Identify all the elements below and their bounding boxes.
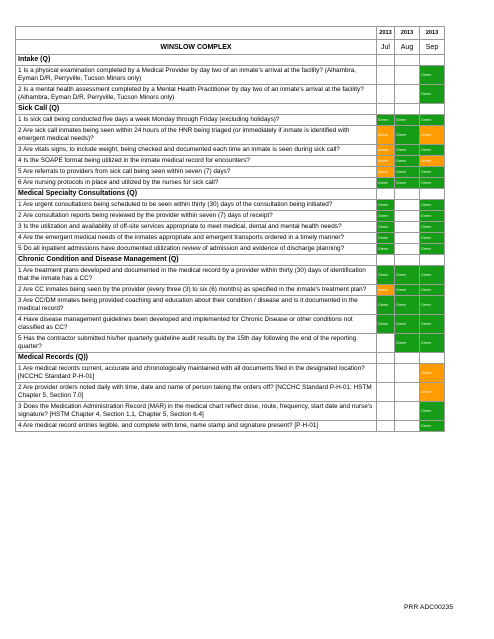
question-text: 6 Are nursing protocols in place and utilized by the nurses for sick call? xyxy=(16,178,377,189)
status-cell xyxy=(395,66,420,85)
status-label: Green xyxy=(396,273,406,277)
status-cell xyxy=(395,285,420,296)
status-label: Green xyxy=(421,181,431,185)
section-title: Intake (Q) xyxy=(16,55,377,66)
status-cell xyxy=(420,244,445,255)
month-cell: Sep xyxy=(420,40,445,55)
status-label: Green xyxy=(396,303,406,307)
question-row xyxy=(16,66,445,85)
question-text: 1 Are urgent consultations being scheduled to be seen within thirty (30) days of the consultation being initiated? xyxy=(16,200,377,211)
question-text: 2 Are consultation reports being reviewed by the provider within seven (7) days of receipt? xyxy=(16,211,377,222)
question-row xyxy=(16,156,445,167)
section-empty-cell xyxy=(420,189,445,200)
question-row xyxy=(16,233,445,244)
section-empty-cell xyxy=(377,353,395,364)
section-empty-cell xyxy=(377,104,395,115)
compliance-table xyxy=(15,26,445,432)
section-header-row xyxy=(16,104,445,115)
month-cell: Aug xyxy=(395,40,420,55)
question-row xyxy=(16,383,445,402)
status-cell xyxy=(420,285,445,296)
section-title: Medical Records (Q)) xyxy=(16,353,377,364)
status-cell xyxy=(420,178,445,189)
status-cell xyxy=(395,402,420,421)
section-header-row xyxy=(16,255,445,266)
year-cell: 2013 xyxy=(395,27,420,40)
status-label xyxy=(395,215,419,217)
status-label: Green xyxy=(421,409,431,413)
section-empty-cell xyxy=(420,255,445,266)
section-header-row xyxy=(16,353,445,364)
question-text: 1 Are treatment plans developed and documented in the medical record by a provider within thirty (30) days of identification that the inmate has a CC? xyxy=(16,266,377,285)
section-empty-cell xyxy=(377,55,395,66)
question-row xyxy=(16,244,445,255)
status-cell xyxy=(420,296,445,315)
status-cell xyxy=(395,178,420,189)
status-cell xyxy=(395,296,420,315)
status-label: Green xyxy=(421,236,431,240)
status-cell xyxy=(420,167,445,178)
question-row xyxy=(16,364,445,383)
status-label: Amber xyxy=(378,133,389,137)
section-empty-cell xyxy=(395,55,420,66)
status-cell xyxy=(420,364,445,383)
status-cell xyxy=(377,296,395,315)
section-empty-cell xyxy=(420,353,445,364)
question-row xyxy=(16,296,445,315)
status-cell xyxy=(377,285,395,296)
status-cell xyxy=(377,315,395,334)
status-label: Green xyxy=(421,73,431,77)
question-text: 1 Is a physical examination completed by a Medical Provider by day two of an inmate's arrival at the facility? (Alhambra, Eyman D/R, Perryville, Tucson Minors only) xyxy=(16,66,377,85)
status-cell xyxy=(395,126,420,145)
question-row xyxy=(16,222,445,233)
status-cell xyxy=(420,402,445,421)
status-label xyxy=(377,93,394,95)
status-cell xyxy=(420,200,445,211)
question-row xyxy=(16,285,445,296)
compliance-sheet xyxy=(15,26,444,432)
status-cell xyxy=(395,222,420,233)
question-text: 5 Are referrals to providers from sick call being seen within seven (7) days? xyxy=(16,167,377,178)
question-row xyxy=(16,126,445,145)
status-cell xyxy=(420,315,445,334)
status-label: Green xyxy=(421,170,431,174)
status-label: Green xyxy=(421,214,431,218)
question-row xyxy=(16,315,445,334)
question-text: 5 Do all inpatient admissions have documented utilization review of admission and evidence of discharge planning? xyxy=(16,244,377,255)
status-label: Green xyxy=(396,133,406,137)
table-body xyxy=(16,27,445,432)
status-label: Green xyxy=(378,273,388,277)
status-label: Green xyxy=(396,159,406,163)
status-label xyxy=(377,410,394,412)
status-label: Amber xyxy=(378,159,389,163)
status-cell xyxy=(420,334,445,353)
status-cell xyxy=(395,421,420,432)
status-label xyxy=(377,372,394,374)
section-header-row xyxy=(16,55,445,66)
status-label: Green xyxy=(421,225,431,229)
section-empty-cell xyxy=(420,55,445,66)
section-title: Medical Specialty Consultations (Q) xyxy=(16,189,377,200)
status-cell xyxy=(377,178,395,189)
question-row xyxy=(16,334,445,353)
status-label xyxy=(395,93,419,95)
header-row xyxy=(16,40,445,55)
status-cell xyxy=(420,156,445,167)
status-label: Green xyxy=(378,322,388,326)
question-text: 4 Is the SOAPE format being utilized in the inmate medical record for encounters? xyxy=(16,156,377,167)
question-text: 1 Are medical records current, accurate and chronologically maintained with all documents filed in the designated location? [NCCHC Standard P-H-01] xyxy=(16,364,377,383)
status-label xyxy=(395,204,419,206)
status-label: Amber xyxy=(421,133,432,137)
status-cell xyxy=(420,126,445,145)
status-label: Green xyxy=(396,341,406,345)
page-footer: PRR ADC00235 xyxy=(404,604,454,611)
status-label: Amber xyxy=(421,390,432,394)
status-cell xyxy=(377,85,395,104)
status-label xyxy=(395,372,419,374)
status-label: Green xyxy=(378,247,388,251)
status-label: Green xyxy=(396,181,406,185)
status-cell xyxy=(377,156,395,167)
status-label: Green xyxy=(421,303,431,307)
status-label: Green xyxy=(396,118,406,122)
status-cell xyxy=(420,233,445,244)
question-row xyxy=(16,145,445,156)
section-empty-cell xyxy=(377,189,395,200)
question-text: 2 Are sick call inmates being seen within 24 hours of the HNR being triaged (or immediately if inmate is identified with emergent medical needs)? xyxy=(16,126,377,145)
status-cell xyxy=(377,364,395,383)
year-spacer xyxy=(16,27,377,40)
status-cell xyxy=(377,334,395,353)
status-cell xyxy=(395,167,420,178)
status-label: Green xyxy=(421,273,431,277)
status-label: Green xyxy=(421,203,431,207)
question-text: 4 Have disease management guidelines been developed and implemented for Chronic Disease or other conditions not classified as CC? xyxy=(16,315,377,334)
status-cell xyxy=(377,115,395,126)
status-cell xyxy=(377,266,395,285)
status-cell xyxy=(395,115,420,126)
status-label: Green xyxy=(378,181,388,185)
status-cell xyxy=(377,211,395,222)
section-empty-cell xyxy=(395,353,420,364)
status-cell xyxy=(395,334,420,353)
question-text: 3 Are CC/DM inmates being provided coaching and education about their condition / disease and is it documented in the medical record? xyxy=(16,296,377,315)
section-empty-cell xyxy=(395,104,420,115)
status-cell xyxy=(377,233,395,244)
question-text: 3 Are vitals signs, to include weight, being checked and documented each time an inmate is seen during sick call? xyxy=(16,145,377,156)
status-label xyxy=(395,226,419,228)
section-empty-cell xyxy=(420,104,445,115)
question-text: 4 Are medical record entries legible, and complete with time, name stamp and signature present? [P-H-01] xyxy=(16,421,377,432)
sheet-title: WINSLOW COMPLEX xyxy=(16,40,377,55)
status-label: Green xyxy=(378,236,388,240)
question-text: 5 Has the contractor submitted his/her quarterly guideline audit results by the 15th day following the end of the reporting quarter? xyxy=(16,334,377,353)
status-label: Green xyxy=(396,148,406,152)
status-cell xyxy=(377,200,395,211)
section-header-row xyxy=(16,189,445,200)
status-label xyxy=(395,425,419,427)
status-label: Amber xyxy=(421,159,432,163)
question-text: 2 Are CC inmates being seen by the provider (every three (3) to six (6) months) as specified in the inmate's treatment plan? xyxy=(16,285,377,296)
status-label xyxy=(395,391,419,393)
year-cell: 2013 xyxy=(420,27,445,40)
status-label: Amber xyxy=(378,170,389,174)
status-label: Green xyxy=(378,303,388,307)
status-cell xyxy=(395,85,420,104)
status-label xyxy=(395,248,419,250)
status-cell xyxy=(377,126,395,145)
status-cell xyxy=(420,145,445,156)
status-cell xyxy=(395,364,420,383)
status-label xyxy=(377,342,394,344)
status-label: Amber xyxy=(378,148,389,152)
status-cell xyxy=(395,266,420,285)
status-cell xyxy=(377,167,395,178)
status-label: Green xyxy=(421,322,431,326)
question-text: 1 Is sick call being conducted five days a week Monday through Friday (excluding holidays)? xyxy=(16,115,377,126)
status-cell xyxy=(377,66,395,85)
status-cell xyxy=(395,200,420,211)
status-cell xyxy=(420,115,445,126)
question-text: 2 Are provider orders noted daily with time, date and name of person taking the orders off? [NCCHC Standard P-H-01; HSTM Chapter 5, Section 7.0] xyxy=(16,383,377,402)
month-cell: Jul xyxy=(377,40,395,55)
section-title: Chronic Condition and Disease Management (Q) xyxy=(16,255,377,266)
status-cell xyxy=(395,315,420,334)
status-label: Green xyxy=(421,148,431,152)
status-cell xyxy=(395,383,420,402)
question-row xyxy=(16,167,445,178)
status-label: Green xyxy=(378,214,388,218)
status-cell xyxy=(420,66,445,85)
status-label: Green xyxy=(396,322,406,326)
question-text: 3 Does the Medication Administration Record (MAR) in the medical chart reflect dose, route, frequency, start date and nurse's signature? [HSTM Chapter 4, Section 1.1, Chapter 5, Section 6.4] xyxy=(16,402,377,421)
status-label xyxy=(395,237,419,239)
status-label: Green xyxy=(378,203,388,207)
status-cell xyxy=(377,383,395,402)
status-cell xyxy=(395,145,420,156)
status-cell xyxy=(377,145,395,156)
section-empty-cell xyxy=(377,255,395,266)
status-label: Green xyxy=(396,170,406,174)
status-cell xyxy=(420,222,445,233)
question-row xyxy=(16,115,445,126)
status-cell xyxy=(420,383,445,402)
question-row xyxy=(16,178,445,189)
status-cell xyxy=(420,211,445,222)
status-label: Green xyxy=(396,288,406,292)
status-cell xyxy=(395,211,420,222)
status-label: Green xyxy=(421,247,431,251)
status-cell xyxy=(420,266,445,285)
question-text: 4 Are the emergent medical needs of the inmates appropriate and emergent transports ordered in a timely manner? xyxy=(16,233,377,244)
year-row xyxy=(16,27,445,40)
status-label: Green xyxy=(378,118,388,122)
status-label xyxy=(377,391,394,393)
status-label: Green xyxy=(378,225,388,229)
status-label: Green xyxy=(421,424,431,428)
status-label xyxy=(395,410,419,412)
status-label: Green xyxy=(421,288,431,292)
year-cell: 2013 xyxy=(377,27,395,40)
question-text: 3 Is the utilization and availability of off-site services appropriate to meet medical, dental and mental health needs? xyxy=(16,222,377,233)
section-title: Sick Call (Q) xyxy=(16,104,377,115)
status-cell xyxy=(395,156,420,167)
status-label: Amber xyxy=(378,288,389,292)
status-cell xyxy=(377,402,395,421)
question-row xyxy=(16,421,445,432)
question-row xyxy=(16,85,445,104)
section-empty-cell xyxy=(395,189,420,200)
status-cell xyxy=(420,421,445,432)
status-label: Amber xyxy=(421,371,432,375)
question-row xyxy=(16,266,445,285)
question-text: 2 Is a mental health assessment completed by a Mental Health Practitioner by day two of an inmate's arrival at the facility? (Alhambra, Eyman D/R, Perryville, Tucson Minors only) xyxy=(16,85,377,104)
status-label: Green xyxy=(421,92,431,96)
status-label: Green xyxy=(421,118,431,122)
status-cell xyxy=(377,222,395,233)
status-label xyxy=(377,74,394,76)
question-row xyxy=(16,402,445,421)
status-label: Green xyxy=(421,341,431,345)
question-row xyxy=(16,200,445,211)
status-cell xyxy=(395,233,420,244)
status-label xyxy=(395,74,419,76)
status-cell xyxy=(377,244,395,255)
status-cell xyxy=(377,421,395,432)
status-label xyxy=(377,425,394,427)
section-empty-cell xyxy=(395,255,420,266)
status-cell xyxy=(395,244,420,255)
question-row xyxy=(16,211,445,222)
status-cell xyxy=(420,85,445,104)
